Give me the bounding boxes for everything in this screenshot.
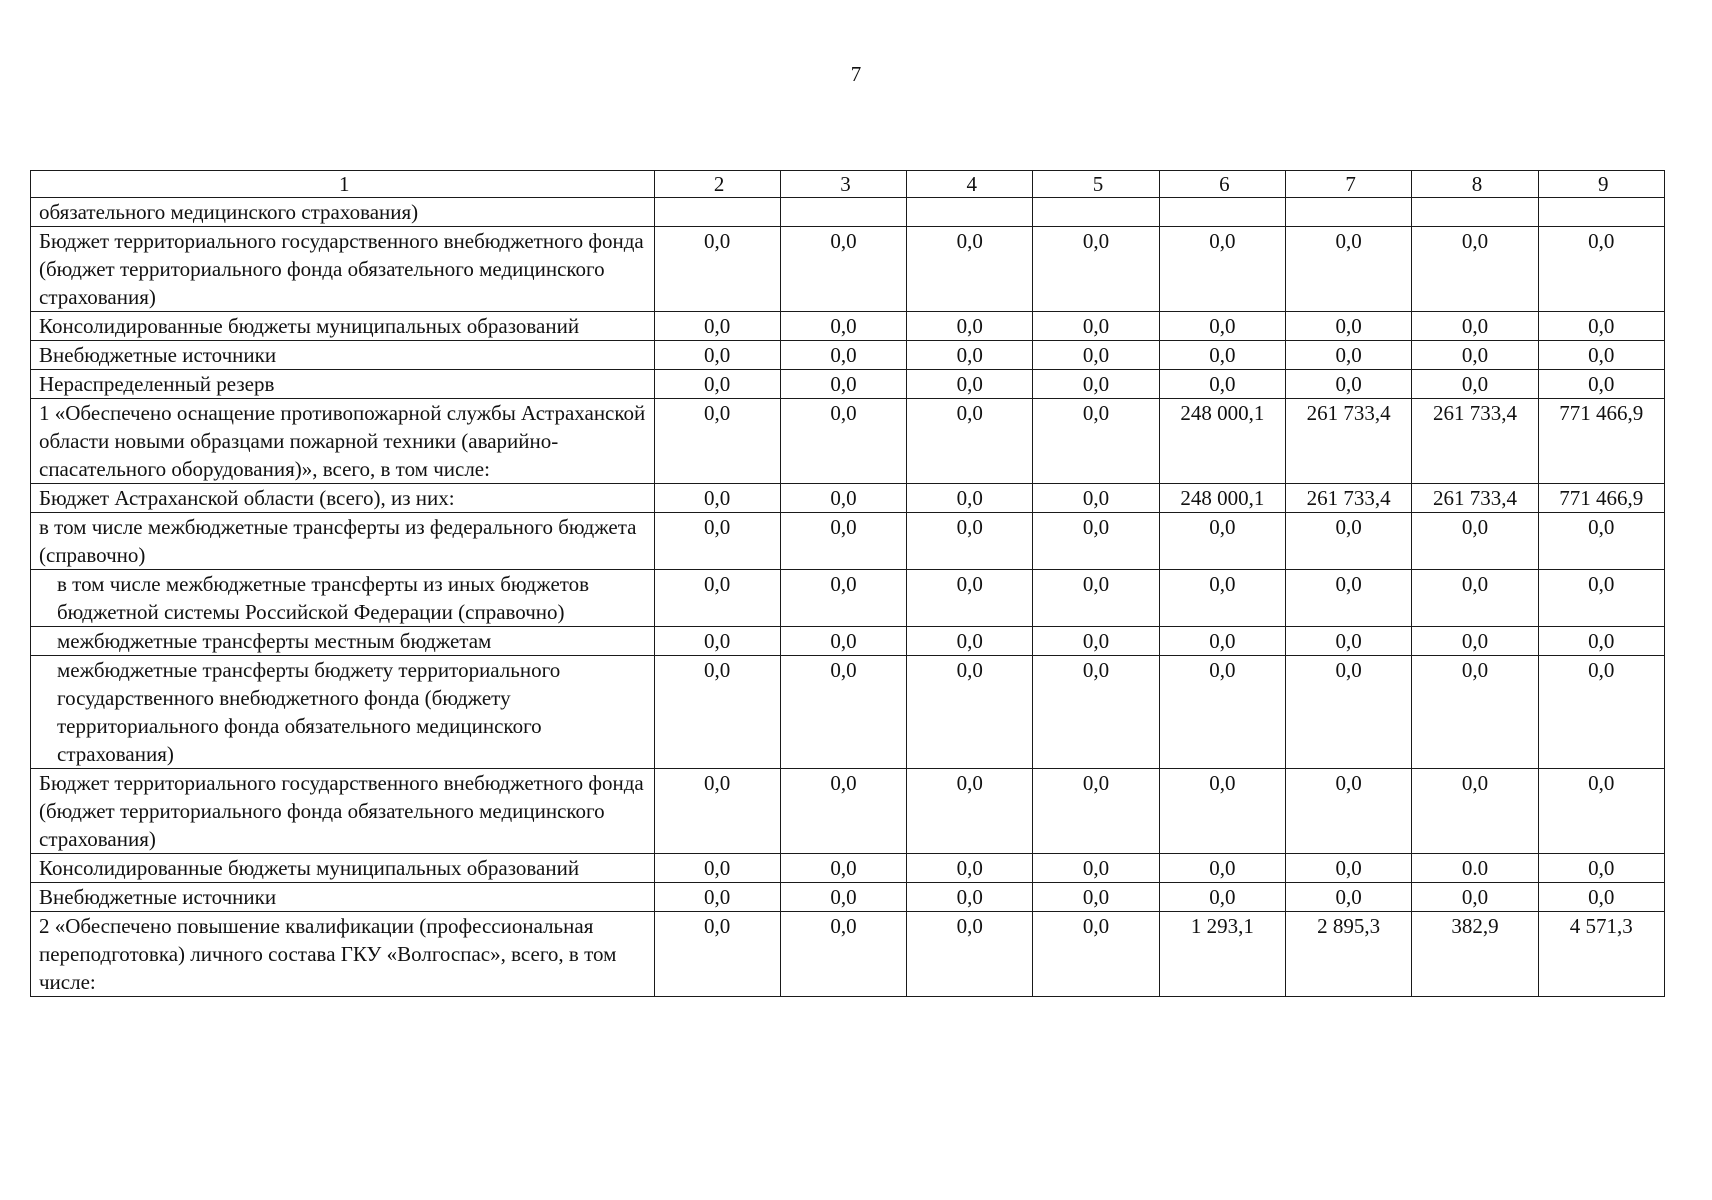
row-value: 771 466,9 — [1538, 399, 1664, 484]
row-value: 382,9 — [1412, 912, 1538, 997]
row-value: 0.0 — [1412, 854, 1538, 883]
row-label: Нераспределенный резерв — [31, 370, 655, 399]
row-value: 0,0 — [654, 341, 780, 370]
row-value: 0,0 — [1538, 656, 1664, 769]
row-label: межбюджетные трансферты местным бюджетам — [31, 627, 655, 656]
row-value: 0,0 — [780, 912, 906, 997]
row-value: 0,0 — [1412, 883, 1538, 912]
table-row — [31, 484, 1665, 513]
row-value — [780, 198, 906, 227]
row-value: 0,0 — [1412, 656, 1538, 769]
row-label: обязательного медицинского страхования) — [31, 198, 655, 227]
row-value: 0,0 — [1033, 399, 1159, 484]
table-row — [31, 912, 1665, 997]
row-label: 2 «Обеспечено повышение квалификации (профессиональная переподготовка) личного состава ГКУ «Волгоспас», всего, в том числе: — [31, 912, 655, 997]
row-label: межбюджетные трансферты бюджету территориального государственного внебюджетного фонда (бюджету территориального фонда обязательного медицинского страхования) — [31, 656, 655, 769]
row-value — [1159, 198, 1285, 227]
row-value: 0,0 — [780, 570, 906, 627]
row-value: 0,0 — [1033, 854, 1159, 883]
table-row — [31, 312, 1665, 341]
row-value: 0,0 — [1412, 769, 1538, 854]
row-value: 261 733,4 — [1286, 399, 1412, 484]
row-value: 0,0 — [654, 484, 780, 513]
row-value: 0,0 — [1538, 370, 1664, 399]
row-value: 0,0 — [1159, 854, 1285, 883]
column-header: 2 — [654, 171, 780, 198]
row-value: 0,0 — [780, 227, 906, 312]
row-value: 0,0 — [1286, 227, 1412, 312]
row-value: 0,0 — [907, 312, 1033, 341]
row-value: 2 895,3 — [1286, 912, 1412, 997]
row-value: 0,0 — [780, 854, 906, 883]
row-label: в том числе межбюджетные трансферты из иных бюджетов бюджетной системы Российской Федерации (справочно) — [31, 570, 655, 627]
row-label: Консолидированные бюджеты муниципальных образований — [31, 854, 655, 883]
row-value: 0,0 — [654, 370, 780, 399]
row-label: Внебюджетные источники — [31, 883, 655, 912]
row-value: 0,0 — [1159, 370, 1285, 399]
row-value: 0,0 — [907, 627, 1033, 656]
page-number: 7 — [850, 62, 862, 86]
row-value: 0,0 — [654, 627, 780, 656]
row-value: 0,0 — [780, 312, 906, 341]
row-value: 0,0 — [907, 769, 1033, 854]
column-header: 3 — [780, 171, 906, 198]
row-value: 0,0 — [1033, 227, 1159, 312]
row-value: 261 733,4 — [1412, 399, 1538, 484]
row-value: 0,0 — [1286, 883, 1412, 912]
table-row — [31, 854, 1665, 883]
row-value: 0,0 — [654, 513, 780, 570]
table-row — [31, 883, 1665, 912]
row-value: 0,0 — [1159, 513, 1285, 570]
row-label: Бюджет территориального государственного внебюджетного фонда (бюджет территориального фонда обязательного медицинского страхования) — [31, 769, 655, 854]
row-value: 0,0 — [1159, 769, 1285, 854]
table-row — [31, 227, 1665, 312]
row-label: Бюджет территориального государственного внебюджетного фонда (бюджет территориального фонда обязательного медицинского страхования) — [31, 227, 655, 312]
row-value: 0,0 — [1538, 513, 1664, 570]
row-value: 0,0 — [1286, 312, 1412, 341]
row-value: 0,0 — [1412, 570, 1538, 627]
row-value: 0,0 — [1033, 370, 1159, 399]
row-value: 0,0 — [654, 854, 780, 883]
row-value: 0,0 — [780, 513, 906, 570]
row-value: 0,0 — [654, 570, 780, 627]
row-value: 0,0 — [654, 399, 780, 484]
row-value: 0,0 — [907, 656, 1033, 769]
row-value: 0,0 — [1033, 513, 1159, 570]
row-value: 0,0 — [654, 912, 780, 997]
table-row — [31, 513, 1665, 570]
row-value: 0,0 — [1538, 883, 1664, 912]
row-value: 0,0 — [907, 513, 1033, 570]
row-value: 0,0 — [1412, 227, 1538, 312]
row-value: 0,0 — [654, 883, 780, 912]
table-header-row — [31, 171, 1665, 198]
row-value: 0,0 — [654, 227, 780, 312]
row-value — [1286, 198, 1412, 227]
table-row — [31, 656, 1665, 769]
row-value: 0,0 — [907, 227, 1033, 312]
row-value: 0,0 — [907, 341, 1033, 370]
row-value: 1 293,1 — [1159, 912, 1285, 997]
row-value: 0,0 — [1159, 227, 1285, 312]
table-row — [31, 341, 1665, 370]
row-value: 0,0 — [1412, 312, 1538, 341]
column-header: 9 — [1538, 171, 1664, 198]
row-value: 0,0 — [1538, 227, 1664, 312]
row-value: 0,0 — [1033, 570, 1159, 627]
row-value: 0,0 — [1412, 341, 1538, 370]
row-value: 261 733,4 — [1412, 484, 1538, 513]
row-value: 248 000,1 — [1159, 484, 1285, 513]
row-value: 248 000,1 — [1159, 399, 1285, 484]
row-value: 0,0 — [780, 341, 906, 370]
table-row — [31, 370, 1665, 399]
row-value: 4 571,3 — [1538, 912, 1664, 997]
row-label: Консолидированные бюджеты муниципальных образований — [31, 312, 655, 341]
row-value: 0,0 — [1538, 769, 1664, 854]
row-value: 0,0 — [907, 883, 1033, 912]
row-value: 0,0 — [1159, 883, 1285, 912]
row-value: 0,0 — [1159, 312, 1285, 341]
row-value: 0,0 — [780, 399, 906, 484]
row-value: 0,0 — [1538, 570, 1664, 627]
row-value: 0,0 — [780, 883, 906, 912]
row-value: 0,0 — [1159, 341, 1285, 370]
row-value: 0,0 — [1286, 854, 1412, 883]
row-value: 261 733,4 — [1286, 484, 1412, 513]
row-value: 0,0 — [1412, 627, 1538, 656]
row-value: 771 466,9 — [1538, 484, 1664, 513]
row-value: 0,0 — [654, 656, 780, 769]
budget-table — [30, 170, 1665, 997]
row-value: 0,0 — [1033, 312, 1159, 341]
row-value: 0,0 — [1538, 627, 1664, 656]
table-row — [31, 627, 1665, 656]
row-value: 0,0 — [907, 570, 1033, 627]
row-value: 0,0 — [1159, 627, 1285, 656]
column-header: 7 — [1286, 171, 1412, 198]
row-value: 0,0 — [907, 854, 1033, 883]
row-value — [1538, 198, 1664, 227]
row-value: 0,0 — [1033, 769, 1159, 854]
table-row — [31, 399, 1665, 484]
row-label: Внебюджетные источники — [31, 341, 655, 370]
row-value: 0,0 — [780, 656, 906, 769]
row-value: 0,0 — [654, 312, 780, 341]
row-value — [907, 198, 1033, 227]
row-value: 0,0 — [1033, 883, 1159, 912]
row-value: 0,0 — [1033, 484, 1159, 513]
row-value — [1033, 198, 1159, 227]
row-value: 0,0 — [1033, 656, 1159, 769]
row-value: 0,0 — [780, 484, 906, 513]
row-value: 0,0 — [907, 912, 1033, 997]
row-value: 0,0 — [1286, 769, 1412, 854]
row-value: 0,0 — [780, 627, 906, 656]
row-value: 0,0 — [1286, 627, 1412, 656]
column-header: 8 — [1412, 171, 1538, 198]
table-row — [31, 570, 1665, 627]
row-value — [654, 198, 780, 227]
row-value: 0,0 — [1159, 656, 1285, 769]
column-header: 5 — [1033, 171, 1159, 198]
row-value: 0,0 — [1412, 370, 1538, 399]
column-header: 1 — [31, 171, 655, 198]
row-value: 0,0 — [907, 399, 1033, 484]
row-label: Бюджет Астраханской области (всего), из них: — [31, 484, 655, 513]
row-value: 0,0 — [1286, 370, 1412, 399]
row-value: 0,0 — [1286, 656, 1412, 769]
column-header: 6 — [1159, 171, 1285, 198]
row-label: 1 «Обеспечено оснащение противопожарной службы Астраханской области новыми образцами пожарной техники (аварийно-спасательного оборудования)», всего, в том числе: — [31, 399, 655, 484]
row-value: 0,0 — [654, 769, 780, 854]
row-value: 0,0 — [1033, 627, 1159, 656]
row-value: 0,0 — [1538, 312, 1664, 341]
row-value: 0,0 — [1033, 912, 1159, 997]
row-value: 0,0 — [907, 484, 1033, 513]
row-value: 0,0 — [1538, 854, 1664, 883]
row-value: 0,0 — [1286, 513, 1412, 570]
table-row — [31, 198, 1665, 227]
row-value: 0,0 — [1286, 341, 1412, 370]
row-value: 0,0 — [780, 370, 906, 399]
row-value: 0,0 — [907, 370, 1033, 399]
row-value: 0,0 — [1412, 513, 1538, 570]
row-value: 0,0 — [1538, 341, 1664, 370]
column-header: 4 — [907, 171, 1033, 198]
row-value: 0,0 — [1159, 570, 1285, 627]
row-value: 0,0 — [1033, 341, 1159, 370]
row-value — [1412, 198, 1538, 227]
table-row — [31, 769, 1665, 854]
row-label: в том числе межбюджетные трансферты из федерального бюджета (справочно) — [31, 513, 655, 570]
row-value: 0,0 — [780, 769, 906, 854]
row-value: 0,0 — [1286, 570, 1412, 627]
